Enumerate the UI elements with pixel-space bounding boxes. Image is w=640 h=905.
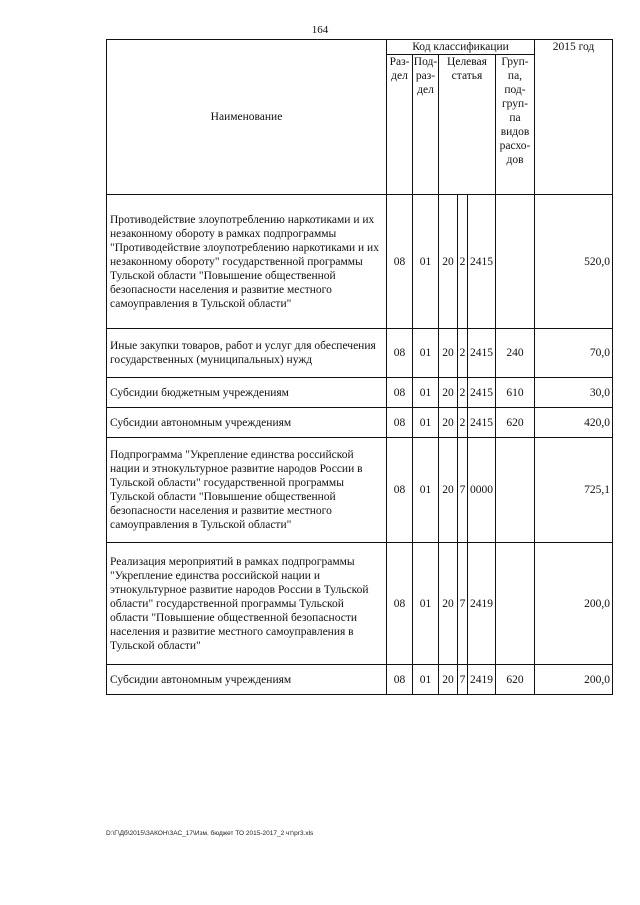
row-target-2: 7 — [458, 438, 468, 543]
header-target-article: Целевая статья — [439, 55, 496, 195]
row-target-1: 20 — [439, 378, 458, 408]
row-target-1: 20 — [439, 543, 458, 665]
row-expense-type — [496, 195, 535, 329]
row-target-2: 7 — [458, 543, 468, 665]
budget-table — [106, 39, 613, 695]
table-row — [107, 195, 613, 329]
row-podrazdel: 01 — [413, 329, 439, 378]
row-expense-type — [496, 438, 535, 543]
row-razdel: 08 — [387, 438, 413, 543]
row-amount: 70,0 — [535, 329, 613, 378]
row-razdel: 08 — [387, 543, 413, 665]
row-target-3: 2419 — [468, 543, 496, 665]
row-target-3: 2415 — [468, 408, 496, 438]
header-year: 2015 год — [535, 40, 613, 195]
row-target-3: 2415 — [468, 195, 496, 329]
row-expense-type — [496, 543, 535, 665]
row-target-3: 2415 — [468, 378, 496, 408]
row-name: Подпрограмма "Укрепление единства российской нации и этнокультурное развитие народов России в Тульской области" государственной программы Тульской области "Повышение общественной безопасности населения и развитие местного самоуправления в Тульской области" — [107, 438, 387, 543]
row-razdel: 08 — [387, 665, 413, 695]
row-target-3: 2419 — [468, 665, 496, 695]
header-subsection: Под- раз- дел — [413, 55, 439, 195]
row-target-1: 20 — [439, 408, 458, 438]
table-row — [107, 408, 613, 438]
row-amount: 520,0 — [535, 195, 613, 329]
row-target-3: 0000 — [468, 438, 496, 543]
table-row — [107, 329, 613, 378]
row-name: Субсидии бюджетным учреждениям — [107, 378, 387, 408]
row-target-2: 7 — [458, 665, 468, 695]
row-razdel: 08 — [387, 195, 413, 329]
row-name: Противодействие злоупотреблению наркотиками и их незаконному обороту в рамках подпрограммы "Противодействие злоупотреблению наркотиками и их незаконному обороту" государственной программы Тульской области "Повышение общественной безопасности населения и развитие местного самоуправления в Тульской области" — [107, 195, 387, 329]
row-razdel: 08 — [387, 378, 413, 408]
row-expense-type: 240 — [496, 329, 535, 378]
row-expense-type: 620 — [496, 665, 535, 695]
row-amount: 725,1 — [535, 438, 613, 543]
row-razdel: 08 — [387, 329, 413, 378]
row-amount: 200,0 — [535, 543, 613, 665]
table-row — [107, 378, 613, 408]
row-name: Реализация мероприятий в рамках подпрограммы "Укрепление единства российской нации и этнокультурное развитие народов России в Тульской области" государственной программы Тульской области "Повышение общественной безопасности населения и развитие местного самоуправления в Тульской области" — [107, 543, 387, 665]
header-name: Наименование — [107, 40, 387, 195]
file-path-footer: D:\Г\Дб\2015\ЗАКОН\ЗАС_17\Изм. бюджет ТО 2015-2017_2 чт\pr3.xls — [106, 830, 314, 837]
row-amount: 200,0 — [535, 665, 613, 695]
row-podrazdel: 01 — [413, 665, 439, 695]
header-expense-group: Груп- па, под- груп- па видов расхо- дов — [496, 55, 535, 195]
table-row — [107, 543, 613, 665]
row-target-1: 20 — [439, 195, 458, 329]
row-podrazdel: 01 — [413, 438, 439, 543]
row-target-2: 2 — [458, 378, 468, 408]
header-section: Раз- дел — [387, 55, 413, 195]
row-razdel: 08 — [387, 408, 413, 438]
row-podrazdel: 01 — [413, 543, 439, 665]
table-row — [107, 665, 613, 695]
row-target-2: 2 — [458, 195, 468, 329]
row-target-2: 2 — [458, 408, 468, 438]
row-podrazdel: 01 — [413, 378, 439, 408]
row-target-1: 20 — [439, 665, 458, 695]
row-podrazdel: 01 — [413, 408, 439, 438]
row-amount: 420,0 — [535, 408, 613, 438]
row-expense-type: 620 — [496, 408, 535, 438]
row-name: Иные закупки товаров, работ и услуг для обеспечения государственных (муниципальных) нужд — [107, 329, 387, 378]
page-number: 164 — [311, 24, 329, 36]
header-classification-code: Код классификации — [387, 40, 535, 55]
row-name: Субсидии автономным учреждениям — [107, 665, 387, 695]
row-amount: 30,0 — [535, 378, 613, 408]
row-target-3: 2415 — [468, 329, 496, 378]
row-name: Субсидии автономным учреждениям — [107, 408, 387, 438]
table-row — [107, 438, 613, 543]
row-expense-type: 610 — [496, 378, 535, 408]
row-target-1: 20 — [439, 329, 458, 378]
row-target-1: 20 — [439, 438, 458, 543]
row-podrazdel: 01 — [413, 195, 439, 329]
row-target-2: 2 — [458, 329, 468, 378]
